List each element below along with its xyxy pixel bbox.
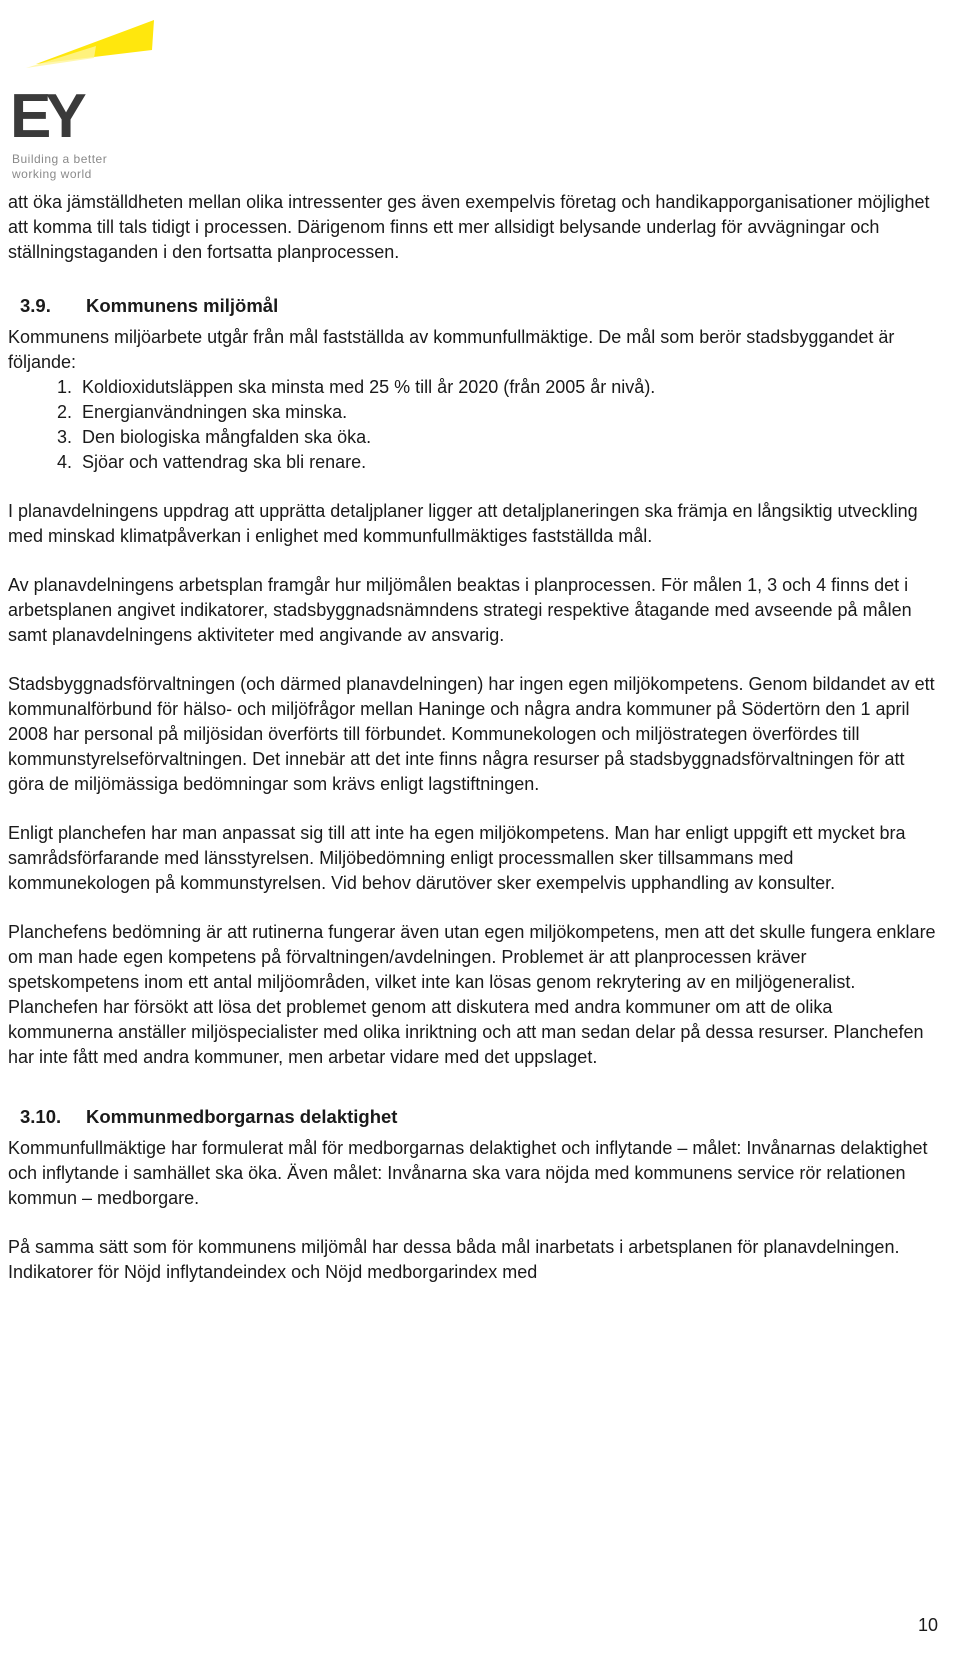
paragraph: Av planavdelningens arbetsplan framgår hur miljömålen beaktas i planprocessen. För målen 1, 3 och 4 finns det i arbetsplanen angivet indikatorer, stadsbyggnadsnämndens strategi respektive åtagande med avseende på målen samt planavdelningens aktiviteter med angivande av ansvarig. — [8, 575, 912, 645]
paragraph: Planchefens bedömning är att rutinerna fungerar även utan egen miljökompetens, men att det skulle fungera enklare om man hade egen kompetens på förvaltningen/avdelningen. Problemet är att planprocessen kräver spetskompetens inom ett antal miljöområden, vilket inte kan lösas genom rekrytering av en miljögeneralist. Planchefen har försökt att lösa det problemet genom att diskutera med andra kommuner om att de olika kommunerna anställer miljöspecialister med olika inriktning och att man sedan delar på dessa resurser. Planchefen har inte fått med andra kommuner, men arbetar vidare med det uppslaget. — [8, 922, 936, 1067]
section-heading-3-10 — [8, 1104, 938, 1130]
list-number: 1. — [56, 377, 72, 397]
paragraph: Stadsbyggnadsförvaltningen (och därmed planavdelningen) har ingen egen miljökompetens. Genom bildandet av ett kommunalförbund för hälso- och miljöfrågor mellan Haninge och några andra kommuner på Södertörn den 1 april 2008 har personal på miljösidan överförts till förbundet. Kommunekologen och miljöstrategen överfördes till kommunstyrelseförvaltningen. Det innebär att det inte finns några resurser på stadsbyggnadsförvaltningen för att göra de miljömässiga bedömningar som krävs enligt lagstiftningen. — [8, 674, 935, 794]
list-number: 3. — [56, 427, 72, 447]
logo-tagline: Building a better working world — [12, 152, 108, 181]
section-heading-3-9 — [8, 293, 938, 319]
paragraph: På samma sätt som för kommunens miljömål har dessa båda mål inarbetats i arbetsplanen för planavdelningen. Indikatorer för Nöjd inflytandeindex och Nöjd medborgarindex med — [8, 1237, 900, 1282]
list-text: Sjöar och vattendrag ska bli renare. — [82, 452, 367, 472]
page-number: 10 — [917, 1615, 938, 1635]
list-number: 4. — [56, 452, 72, 472]
section-lead: Kommunens miljöarbete utgår från mål fastställda av kommunfullmäktige. De mål som berör stadsbyggandet är följande: — [8, 327, 895, 372]
list-text: Koldioxidutsläppen ska minsta med 25 % till år 2020 (från 2005 år nivå). — [82, 377, 656, 397]
intro-paragraph: att öka jämställdheten mellan olika intressenter ges även exempelvis företag och handikapporganisationer möjlighet att komma till tals tidigt i processen. Därigenom finns ett mer allsidigt belysande underlag för avvägningar och ställningstaganden i den fortsatta planprocessen. — [8, 192, 930, 262]
section-number: 3.10. — [20, 1106, 62, 1127]
ey-logo — [6, 14, 166, 184]
list-item — [8, 400, 938, 425]
paragraph: Kommunfullmäktige har formulerat mål för medborgarnas delaktighet och inflytande – målet: Invånarnas delaktighet och inflytande i samhället ska öka. Även målet: Invånarna ska vara nöjda med kommunens service rör relationen kommun – medborgare. — [8, 1138, 928, 1208]
paragraph: Enligt planchefen har man anpassat sig till att inte ha egen miljökompetens. Man har enligt uppgift ett mycket bra samrådsförfarande med länsstyrelsen. Miljöbedömning enligt processmallen sker tillsammans med kommunekologen på kommunstyrelsen. Vid behov därutöver sker exempelvis upphandling av konsulter. — [8, 823, 906, 893]
section-number: 3.9. — [20, 295, 51, 316]
list-number: 2. — [56, 402, 72, 422]
goals-list — [8, 375, 938, 475]
logo-wordmark: EY — [10, 82, 81, 151]
list-item — [8, 450, 938, 475]
section-title: Kommunens miljömål — [86, 295, 279, 316]
list-item — [8, 375, 938, 400]
list-text: Den biologiska mångfalden ska öka. — [82, 427, 372, 447]
paragraph: I planavdelningens uppdrag att upprätta detaljplaner ligger att detaljplaneringen ska främja en långsiktig utveckling med minskad klimatpåverkan i enlighet med kommunfullmäktiges fastställda mål. — [8, 501, 918, 546]
section-title: Kommunmedborgarnas delaktighet — [86, 1106, 398, 1127]
list-item — [8, 425, 938, 450]
document-body — [8, 190, 938, 1285]
list-text: Energianvändningen ska minska. — [82, 402, 348, 422]
